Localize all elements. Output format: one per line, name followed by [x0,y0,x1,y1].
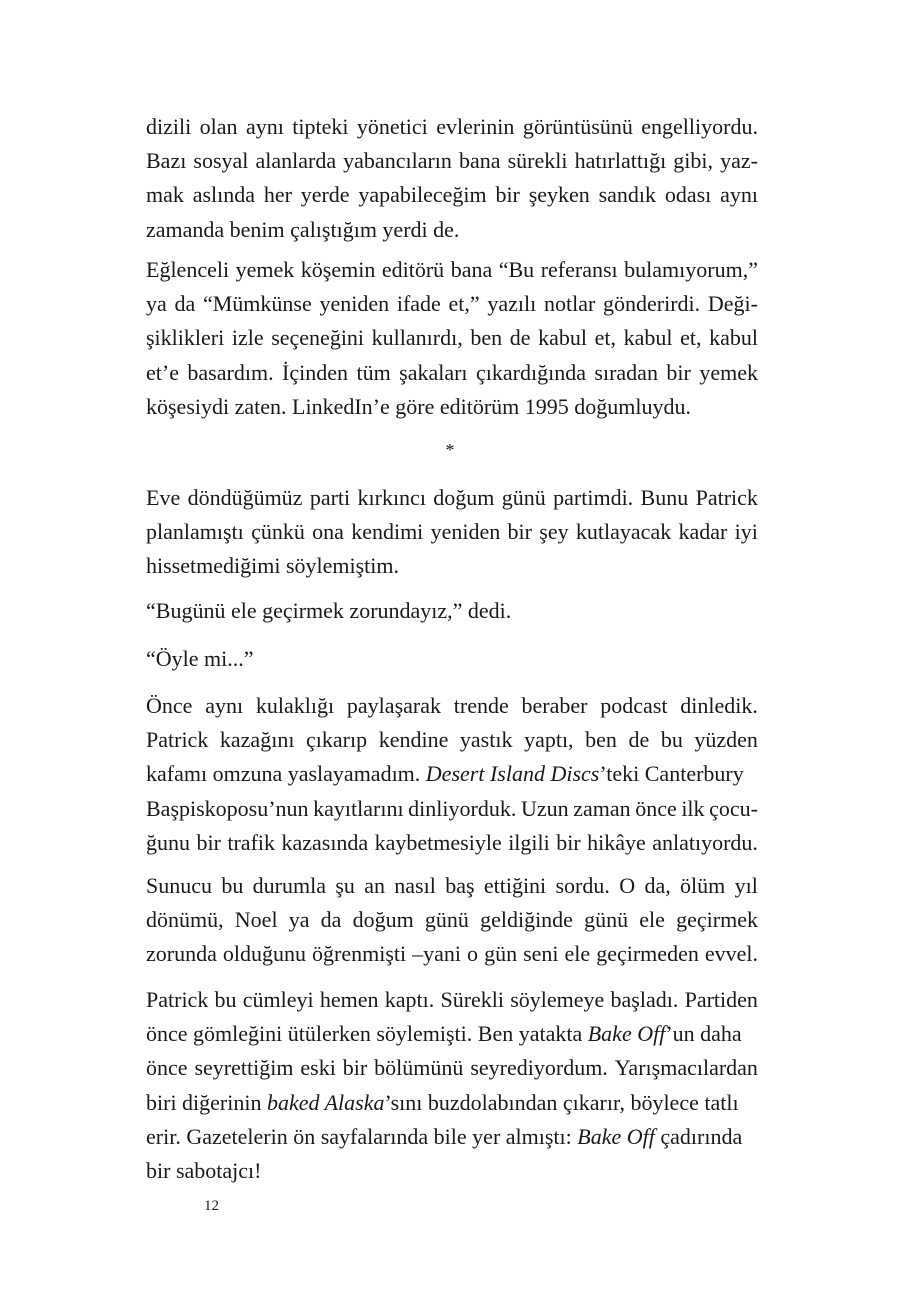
text-line: bir sabotajcı! [146,1158,262,1184]
text-line: önce gömleğini ütülerken söylemişti. Ben yatakta Bake Off’un daha [146,1021,742,1047]
paragraph-6 [146,689,758,860]
italic-term: baked Alaska [266,1089,385,1115]
text-line: zorunda olduğunu öğrenmişti –yani o gün seni ele geçirmeden evvel. [146,941,758,967]
italic-title: Desert Island Discs [425,761,600,787]
text-line: şiklikleri izle seçeneğini kullanırdı, ben de kabul et, kabul et, kabul [146,325,758,351]
text-line: dönümü, Noel ya da doğum günü geldiğinde günü ele geçirmek [146,907,758,933]
text-line: “Öyle mi...” [146,646,254,671]
text-line: Bazı sosyal alanlarda yabancıların bana sürekli hatırlattığı gibi, yaz- [146,148,758,174]
page-number: 12 [204,1198,219,1214]
text-line: Eve döndüğümüz parti kırkıncı doğum günü partimdi. Bunu Patrick [146,485,758,510]
text-line: erir. Gazetelerin ön sayfalarında bile yer almıştı: Bake Off çadırında [146,1123,743,1149]
paragraph-3 [146,481,758,584]
text-line: ya da “Mümkünse yeniden ifade et,” yazılı notlar gönderirdi. Deği- [146,291,758,317]
text-line: planlamıştı çünkü ona kendimi yeniden bir şey kutlayacak kadar iyi [146,519,758,545]
section-break: * [445,440,455,460]
dialogue-line-1 [146,594,758,628]
text-line: önce seyrettiğim eski bir bölümünü seyrediyordum. Yarışmacılardan [146,1055,758,1081]
text-line: Eğlenceli yemek köşemin editörü bana “Bu referansı bulamıyorum,” [146,257,758,282]
text-line: Patrick bu cümleyi hemen kaptı. Sürekli söylemeye başladı. Partiden [146,987,758,1012]
text-line: Patrick kazağını çıkarıp kendine yastık yaptı, ben de bu yüzden [146,727,758,753]
text-line: kafamı omzuna yaslayamadım. Desert Island Discs’teki Canterbury [146,761,744,787]
text-line: “Bugünü ele geçirmek zorundayız,” dedi. [146,598,512,623]
text-line: dizili olan aynı tipteki yönetici evlerinin görüntüsünü engelliyordu. [146,114,758,139]
text-line: Önce aynı kulaklığı paylaşarak trende beraber podcast dinledik. [146,693,758,718]
text-line: mak aslında her yerde yapabileceğim bir şeyken sandık odası aynı [146,182,758,208]
dialogue-line-2 [146,642,758,676]
text-line: Sunucu bu durumla şu an nasıl baş ettiğini sordu. O da, ölüm yıl [146,873,758,898]
paragraph-1 [146,110,758,247]
text-line: zamanda benim çalıştığım yerdi de. [146,216,460,242]
text-line: biri diğerinin baked Alaska’sını buzdolabından çıkarır, böylece tatlı [146,1089,739,1115]
text-line: ğunu bir trafik kazasında kaybetmesiyle ilgili bir hikâye anlatıyordu. [146,829,758,855]
text-line: et’e basardım. İçinden tüm şakaları çıkardığında sıradan bir yemek [146,359,758,385]
text-line: köşesiydi zaten. LinkedIn’e göre editörüm 1995 doğumluydu. [146,393,691,419]
text-line: hissetmediğimi söylemiştim. [146,553,399,579]
paragraph-7 [146,869,758,972]
italic-title: Bake Off [577,1123,655,1149]
text-line: Başpiskoposu’nun kayıtlarını dinliyorduk. Uzun zaman önce ilk çocu- [146,795,758,821]
italic-title: Bake Off [587,1021,666,1047]
paragraph-8 [146,983,758,1188]
paragraph-2 [146,253,758,424]
